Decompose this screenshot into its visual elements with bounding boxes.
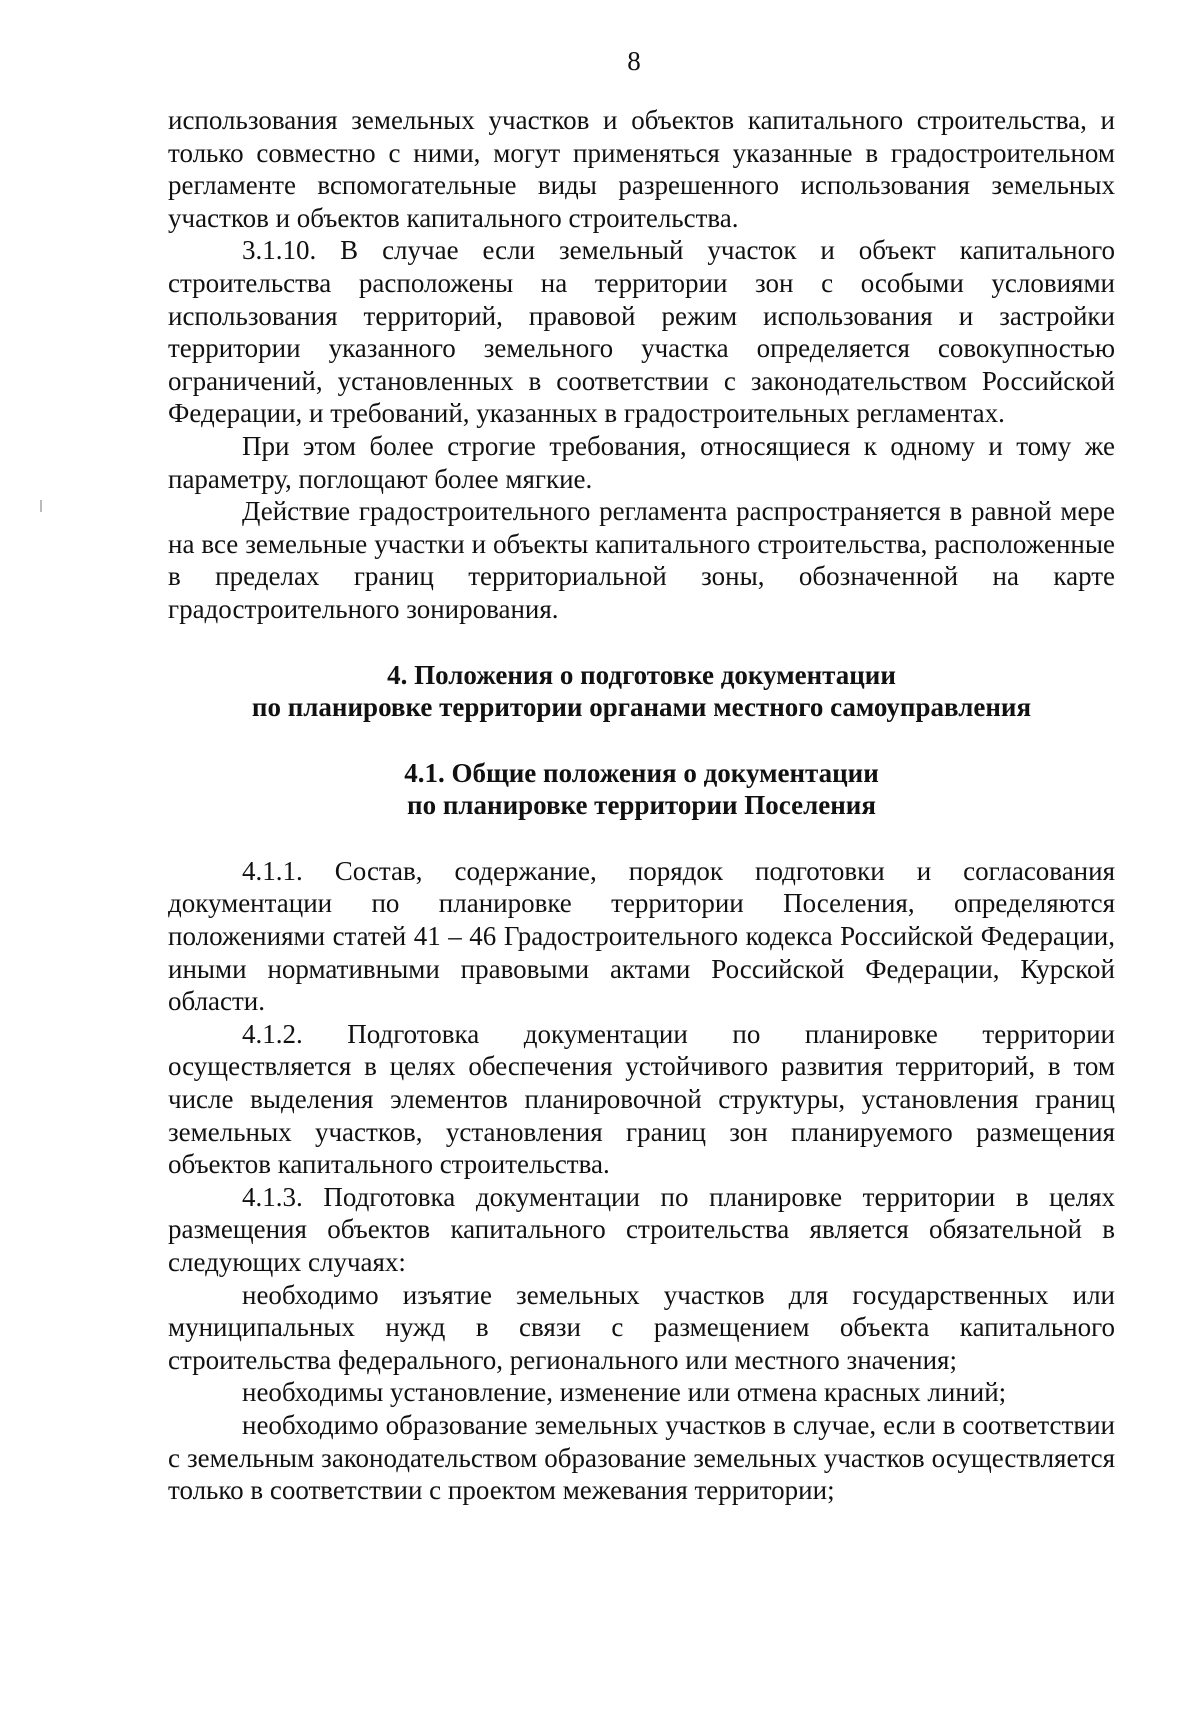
paragraph-regulation-scope: Действие градостроительного регламента распространяется в равной мере на все земельные участки и объекты капитального строительства, расположенные в пределах границ территориальной зоны, обозначенной на карте градостроительного зонирования. — [168, 496, 1115, 624]
paragraph-3-1-10: 3.1.10. В случае если земельный участок и объект капитального строительства расположены на территории зон с особыми условиями использования территорий, правовой режим использования и застройки территории указанного земельного участка определяется совокупностью ограничений, установленных в соответствии с законодательством Российской Федерации, и требований, указанных в градостроительных регламентах. — [168, 235, 1115, 429]
paragraph-strict-requirements: При этом более строгие требования, относящиеся к одному и тому же параметру, поглощают более мягкие. — [168, 430, 1115, 494]
list-item-seizure: необходимо изъятие земельных участков для государственных или муниципальных нужд в связи с размещением объекта капитального строительства федерального, регионального или местного значения; — [168, 1279, 1115, 1375]
paragraph-4-1-3: 4.1.3. Подготовка документации по планировке территории в целях размещения объектов капитального строительства является обязательной в следующих случаях: — [168, 1181, 1115, 1277]
scan-margin-mark — [40, 500, 42, 512]
list-item-land-formation: необходимо образование земельных участков в случае, если в соответствии с земельным законодательством образование земельных участков осуществляется только в соответствии с проектом межевания территории; — [168, 1409, 1115, 1506]
section-heading-4-1-line-1: 4.1. Общие положения о документации — [404, 757, 879, 788]
list-item-red-lines: необходимы установление, изменение или отмена красных линий; — [242, 1377, 1007, 1408]
section-heading-4-1 — [168, 757, 1115, 822]
section-heading-4 — [168, 659, 1115, 724]
page-number: 8 — [627, 46, 641, 76]
section-heading-4-1-line-2: по планировке территории Поселения — [407, 790, 876, 821]
paragraph-continuation: использования земельных участков и объектов капитального строительства, и только совместно с ними, могут применяться указанные в градостроительном регламенте вспомогательные виды разрешенного использования земельных участков и объектов капитального строительства. — [168, 105, 1115, 233]
section-heading-4-line-2: по планировке территории органами местного самоуправления — [251, 692, 1032, 723]
document-body — [168, 104, 1115, 1507]
section-heading-4-line-1: 4. Положения о подготовке документации — [387, 659, 896, 690]
paragraph-4-1-2: 4.1.2. Подготовка документации по планировке территории осуществляется в целях обеспечения устойчивого развития территорий, в том числе выделения элементов планировочной структуры, установления границ земельных участков, установления границ зон планируемого размещения объектов капитального строительства. — [168, 1018, 1115, 1180]
paragraph-4-1-1: 4.1.1. Состав, содержание, порядок подготовки и согласования документации по планировке территории Поселения, определяются положениями статей 41 – 46 Градостроительного кодекса Российской Федерации, иными нормативными правовыми актами Российской Федерации, Курской области. — [168, 855, 1115, 1017]
